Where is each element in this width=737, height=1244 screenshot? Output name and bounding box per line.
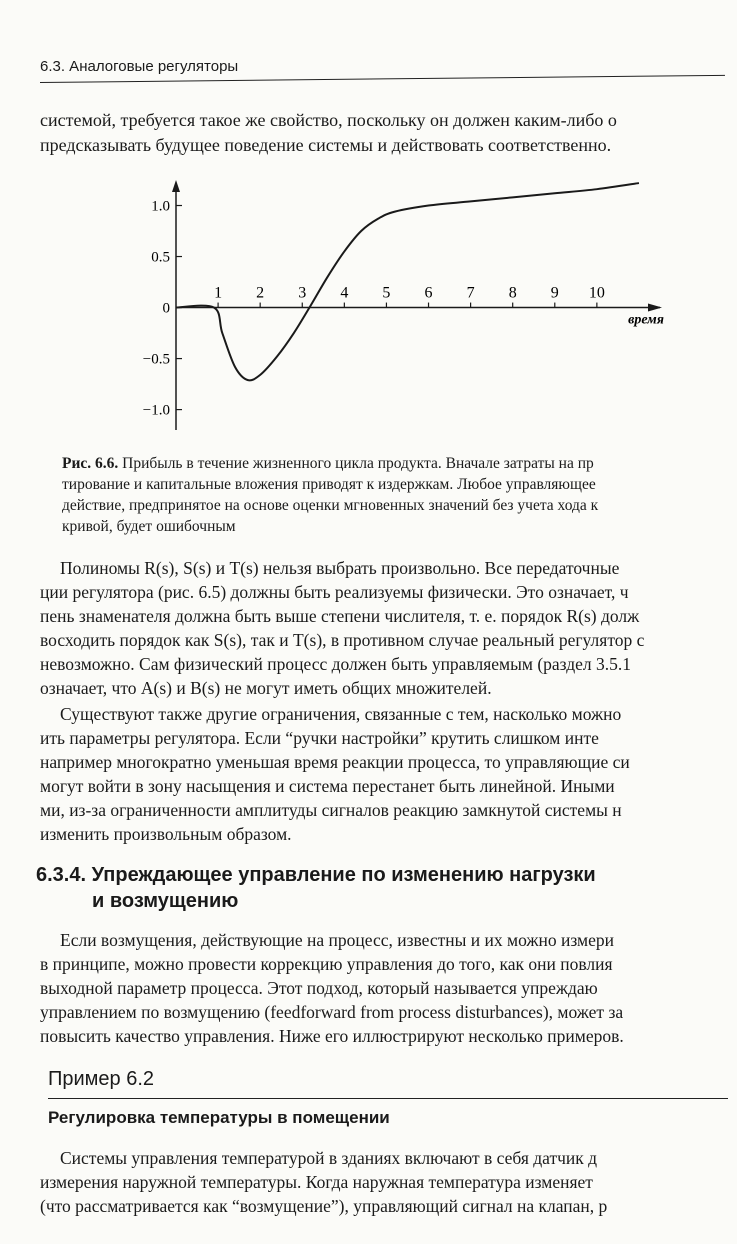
text-line: выходной параметр процесса. Этот подход, который называется упреждаю bbox=[40, 978, 598, 998]
paragraph-feedforward bbox=[40, 928, 737, 1048]
x-tick-label: 2 bbox=[256, 284, 265, 302]
y-axis-arrow bbox=[172, 180, 180, 192]
caption-label: Рис. 6.6. bbox=[62, 455, 119, 472]
y-tick-label: 0 bbox=[162, 300, 170, 317]
text-line: пень знаменателя должна быть выше степени числителя, т. е. порядок R(s) долж bbox=[40, 606, 640, 626]
profit-curve bbox=[176, 183, 639, 380]
paragraph-constraints bbox=[40, 702, 737, 846]
section-title: Упреждающее управление по изменению нагрузки bbox=[91, 864, 596, 886]
text-line: ить параметры регулятора. Если “ручки настройки” крутить слишком инте bbox=[40, 728, 599, 748]
x-tick-label: 3 bbox=[298, 284, 307, 302]
chart-axes bbox=[172, 180, 662, 430]
section-heading bbox=[36, 862, 736, 914]
caption-line: тирование и капитальные вложения приводят к издержкам. Любое управляющее bbox=[62, 476, 596, 493]
text-line: управлением по возмущению (feedforward from process disturbances), может за bbox=[40, 1002, 624, 1022]
x-tick-label: 10 bbox=[588, 284, 605, 302]
caption-line: действие, предпринятое на основе оценки мгновенных значений без учета хода к bbox=[62, 497, 599, 514]
section-title-cont: и возмущению bbox=[92, 890, 239, 912]
caption-line: кривой, будет ошибочным bbox=[62, 518, 236, 535]
text-line: повысить качество управления. Ниже его иллюстрируют несколько примеров. bbox=[40, 1026, 624, 1046]
x-tick-label: 9 bbox=[550, 284, 559, 302]
text-line: восходить порядок как S(s), так и T(s), в противном случае реальный регулятор с bbox=[40, 630, 645, 650]
text-line: предсказывать будущее поведение системы и действовать соответственно. bbox=[40, 135, 612, 155]
example-subtitle: Регулировка температуры в помещении bbox=[48, 1108, 390, 1127]
x-axis-arrow bbox=[648, 304, 662, 312]
chart-ticks bbox=[143, 199, 605, 419]
text-line: например многократно уменьшая время реакции процесса, то управляющие си bbox=[40, 752, 630, 772]
example-rule bbox=[48, 1098, 728, 1099]
x-tick-label: 5 bbox=[382, 284, 391, 302]
y-tick-label: 0.5 bbox=[151, 249, 170, 266]
y-tick-label: −0.5 bbox=[142, 351, 170, 368]
text-line: Системы управления температурой в зданиях включают в себя датчик д bbox=[60, 1148, 598, 1168]
paragraph-top bbox=[40, 108, 730, 158]
text-line: Существуют также другие ограничения, связанные с тем, насколько можно bbox=[60, 704, 622, 724]
running-head: 6.3. Аналоговые регуляторы bbox=[40, 58, 239, 75]
paragraph-example bbox=[40, 1146, 737, 1218]
text-line: изменить произвольным образом. bbox=[40, 824, 292, 844]
paragraph-polynomials bbox=[40, 556, 737, 700]
text-line: Полиномы R(s), S(s) и T(s) нельзя выбрать произвольно. Все передаточные bbox=[60, 558, 620, 578]
x-axis-label: время bbox=[628, 312, 664, 328]
text-line: в принципе, можно провести коррекцию управления до того, как они повлия bbox=[40, 954, 613, 974]
section-number: 6.3.4. bbox=[36, 864, 87, 886]
text-line: ции регулятора (рис. 6.5) должны быть реализуемы физически. Это означает, ч bbox=[40, 582, 629, 602]
x-tick-label: 8 bbox=[508, 284, 517, 302]
y-tick-label: 1.0 bbox=[151, 198, 170, 215]
text-line: системой, требуется такое же свойство, поскольку он должен каким-либо о bbox=[40, 110, 617, 130]
x-tick-label: 4 bbox=[340, 284, 349, 302]
text-line: (что рассматривается как “возмущение”), управляющий сигнал на клапан, р bbox=[40, 1196, 608, 1216]
running-head-rule bbox=[40, 75, 725, 83]
example-title: Пример 6.2 bbox=[48, 1068, 155, 1090]
text-line: ми, из-за ограниченности амплитуды сигналов реакцию замкнутой системы н bbox=[40, 800, 622, 820]
profit-chart bbox=[120, 170, 680, 440]
x-tick-label: 1 bbox=[214, 284, 223, 302]
x-tick-label: 6 bbox=[424, 284, 433, 302]
text-line: невозможно. Сам физический процесс должен быть управляемым (раздел 3.5.1 bbox=[40, 654, 632, 674]
text-line: Если возмущения, действующие на процесс, известны и их можно измери bbox=[60, 930, 614, 950]
figure-caption bbox=[62, 453, 732, 537]
text-line: означает, что A(s) и B(s) не могут иметь общих множителей. bbox=[40, 678, 492, 698]
text-line: могут войти в зону насыщения и система перестанет быть линейной. Иными bbox=[40, 776, 615, 796]
text-line: измерения наружной температуры. Когда наружная температура изменяет bbox=[40, 1172, 593, 1192]
x-tick-label: 7 bbox=[466, 284, 475, 302]
caption-line: Прибыль в течение жизненного цикла продукта. Вначале затраты на пр bbox=[122, 455, 594, 472]
y-tick-label: −1.0 bbox=[142, 402, 170, 419]
